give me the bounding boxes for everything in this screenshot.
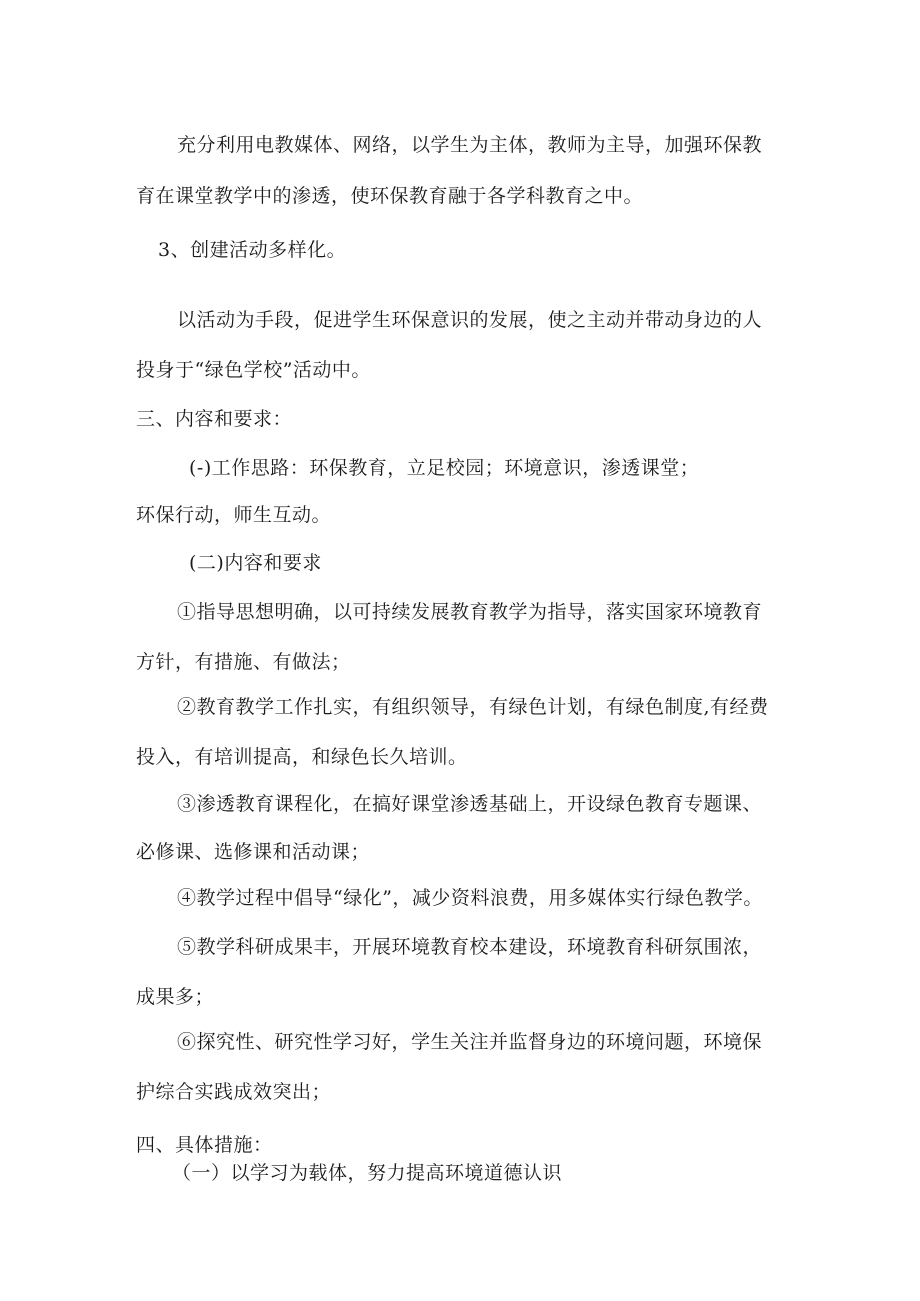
subsection-heading: (二)内容和要求	[189, 552, 322, 574]
section-heading: 四、具体措施：	[136, 1134, 273, 1156]
paragraph-line: 以活动为手段，促进学生环保意识的发展，使之主动并带动身边的人	[177, 309, 763, 331]
section-heading: 三、内容和要求：	[136, 408, 293, 430]
list-item-line: ⑤教学科研成果丰，开展环境教育校本建设，环境教育科研氛围浓，	[177, 936, 763, 958]
list-item-line: ⑥探究性、研究性学习好，学生关注并监督身边的环境问题，环境保	[177, 1031, 763, 1053]
list-item-line: ②教育教学工作扎实，有组织领导，有绿色计划，有绿色制度,有经费	[177, 696, 769, 718]
paragraph-line: (-)工作思路：环保教育，立足校园；环境意识，渗透课堂；	[189, 457, 700, 479]
list-item-line: ③渗透教育课程化，在搞好课堂渗透基础上，开设绿色教育专题课、	[177, 793, 763, 815]
list-item-line: 必修课、选修课和活动课；	[136, 841, 371, 863]
paragraph-line: 投身于“绿色学校”活动中。	[136, 359, 371, 381]
list-item-line: 成果多；	[136, 986, 215, 1008]
paragraph-line: 育在课堂教学中的渗透，使环保教育融于各学科教育之中。	[136, 185, 644, 207]
list-item-line: ①指导思想明确，以可持续发展教育教学为指导，落实国家环境教育	[177, 601, 763, 623]
paragraph-line: 环保行动，师生互动。	[136, 504, 332, 526]
paragraph-line: 充分利用电教媒体、网络，以学生为主体，教师为主导，加强环保教	[177, 134, 763, 156]
section-heading: 3、创建活动多样化。	[158, 239, 347, 261]
list-item-line: 投入，有培训提高，和绿色长久培训。	[136, 746, 468, 768]
list-item-line: ④教学过程中倡导“绿化”，减少资料浪费，用多媒体实行绿色教学。	[177, 887, 763, 909]
list-item-line: 护综合实践成效突出；	[136, 1081, 332, 1103]
list-item-line: 方针，有措施、有做法；	[136, 651, 351, 673]
subsection-heading: （一）以学习为载体，努力提高环境道德认识	[172, 1162, 563, 1184]
